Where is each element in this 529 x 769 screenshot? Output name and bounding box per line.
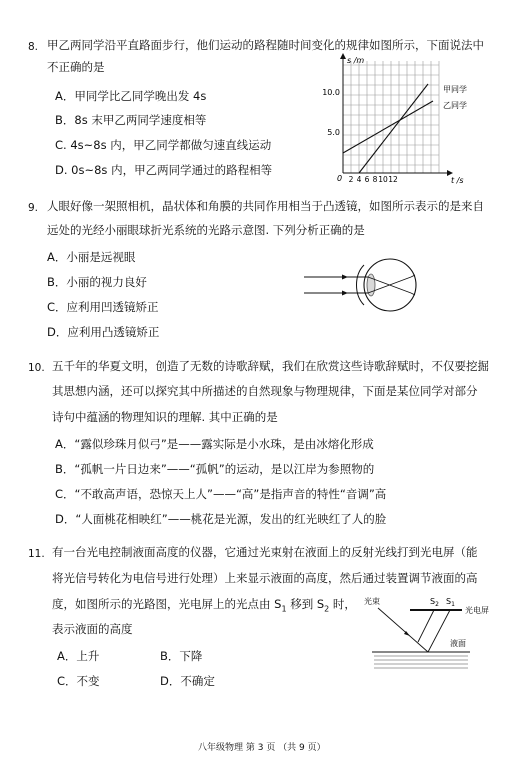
ray-arrow-bottom — [342, 291, 348, 296]
q11-stem-line4: 表示液面的高度 — [52, 622, 133, 636]
q11-number: 11. — [28, 548, 45, 560]
x-axis-label: t /s — [451, 176, 464, 185]
q8-stem-line2: 不正确的是 — [47, 60, 105, 74]
x-tick-2: 2 — [348, 175, 354, 184]
x-tick-8: 8 — [372, 175, 378, 184]
s2-label: $S_2$ — [430, 597, 439, 608]
x-tick-6: 6 — [364, 175, 370, 184]
q10-option-d: D．“人面桃花相映红”——桃花是光源，发出的红光映红了人的脸 — [55, 512, 387, 526]
jia-label: 甲同学 — [443, 85, 467, 94]
q11-stem-line2: 将光信号转化为电信号进行处理）上来显示液面的高度，然后通过装置调节液面的高 — [52, 571, 478, 585]
q8-stem-line1: 甲乙两同学沿平直路面步行，他们运动的路程随时间变化的规律如图所示，下面说法中 — [47, 38, 484, 52]
graph-grid — [343, 61, 439, 173]
surface-label: 液面 — [450, 639, 466, 648]
x-tick-12: 12 — [388, 175, 398, 184]
q8-option-c: C. 4s~8s 内，甲乙同学都做匀速直线运动 — [55, 138, 272, 152]
y-tick-10: 10.0 — [322, 88, 340, 97]
q9-option-d: D．应利用凸透镜矫正 — [47, 325, 160, 339]
incident-beam — [378, 608, 428, 652]
q10-option-a: A．“露似珍珠月似弓”是——露实际是小水珠，是由冰熔化形成 — [55, 437, 374, 451]
q8-option-b: B．8s 末甲乙两同学速度相等 — [55, 113, 207, 127]
q10-stem-line2: 其思想内涵，还可以探究其中所描述的自然现象与物理规律，下面是某位同学对部分 — [52, 384, 478, 398]
x-tick-4: 4 — [356, 175, 362, 184]
q8-number: 8. — [28, 41, 39, 53]
reflected-beam-2 — [418, 610, 434, 642]
y-axis-label: s /m — [347, 56, 365, 65]
q9-stem-line2: 远处的光经小丽眼球折光系统的光路示意图. 下列分析正确的是 — [47, 223, 365, 237]
q8-distance-time-graph — [322, 55, 485, 185]
jia-line — [359, 84, 428, 173]
y-tick-5: 5.0 — [327, 128, 340, 137]
q11-option-b: B．下降 — [160, 649, 203, 663]
q9-stem-line1: 人眼好像一架照相机，晶状体和角膜的共同作用相当于凸透镜，如图所示表示的是来自 — [47, 199, 484, 213]
q11-light-path-diagram — [362, 590, 502, 672]
q10-stem-line3: 诗句中蕴涵的物理知识的理解. 其中正确的是 — [52, 410, 278, 424]
q9-option-c: C．应利用凹透镜矫正 — [47, 300, 159, 314]
yi-label: 乙同学 — [443, 101, 467, 110]
q11-option-c: C．不变 — [57, 674, 100, 688]
q9-number: 9. — [28, 202, 39, 214]
q8-option-a: A．甲同学比乙同学晚出发 4s — [55, 89, 207, 103]
graph-origin: 0 — [337, 174, 343, 183]
q11-stem-line1: 有一台光电控制液面高度的仪器，它通过光束射在液面上的反射光线打到光电屏（能 — [52, 545, 478, 559]
q9-option-a: A．小丽是远视眼 — [47, 250, 136, 264]
q10-option-c: C．“不敢高声语，恐惊天上人”——“高”是指声音的特性“音调”高 — [55, 487, 387, 501]
ray-arrow-top — [342, 275, 348, 280]
s1-label: $S_1$ — [446, 597, 455, 608]
page-footer: 八年级物理 第 3 页 （共 9 页） — [198, 743, 326, 753]
q9-option-b: B．小丽的视力良好 — [47, 275, 147, 289]
q11-stem-line3: 度，如图所示的光路图，光电屏上的光点由 $S_1$ 移到 $S_2$ 时， — [52, 597, 356, 614]
cornea — [357, 265, 365, 305]
x-tick-10: 10 — [378, 175, 388, 184]
screen-label: 光电屏 — [465, 606, 489, 615]
beam-label: 光束 — [364, 597, 380, 606]
q9-eye-diagram — [302, 255, 432, 315]
q10-number: 10. — [28, 362, 45, 374]
q11-option-d: D．不确定 — [160, 674, 215, 688]
q11-option-a: A．上升 — [57, 649, 100, 663]
y-axis-arrow — [340, 53, 346, 59]
liquid-hatching — [374, 656, 468, 668]
q10-option-b: B．“孤帆一片日边来”——“孤帆”的运动，是以江岸为参照物的 — [55, 462, 375, 476]
q8-option-d: D. 0s~8s 内，甲乙两同学通过的路程相等 — [55, 163, 273, 177]
q10-stem-line1: 五千年的华夏文明，创造了无数的诗歌辞赋，我们在欣赏这些诗歌辞赋时，不仅要挖掘 — [52, 359, 489, 373]
